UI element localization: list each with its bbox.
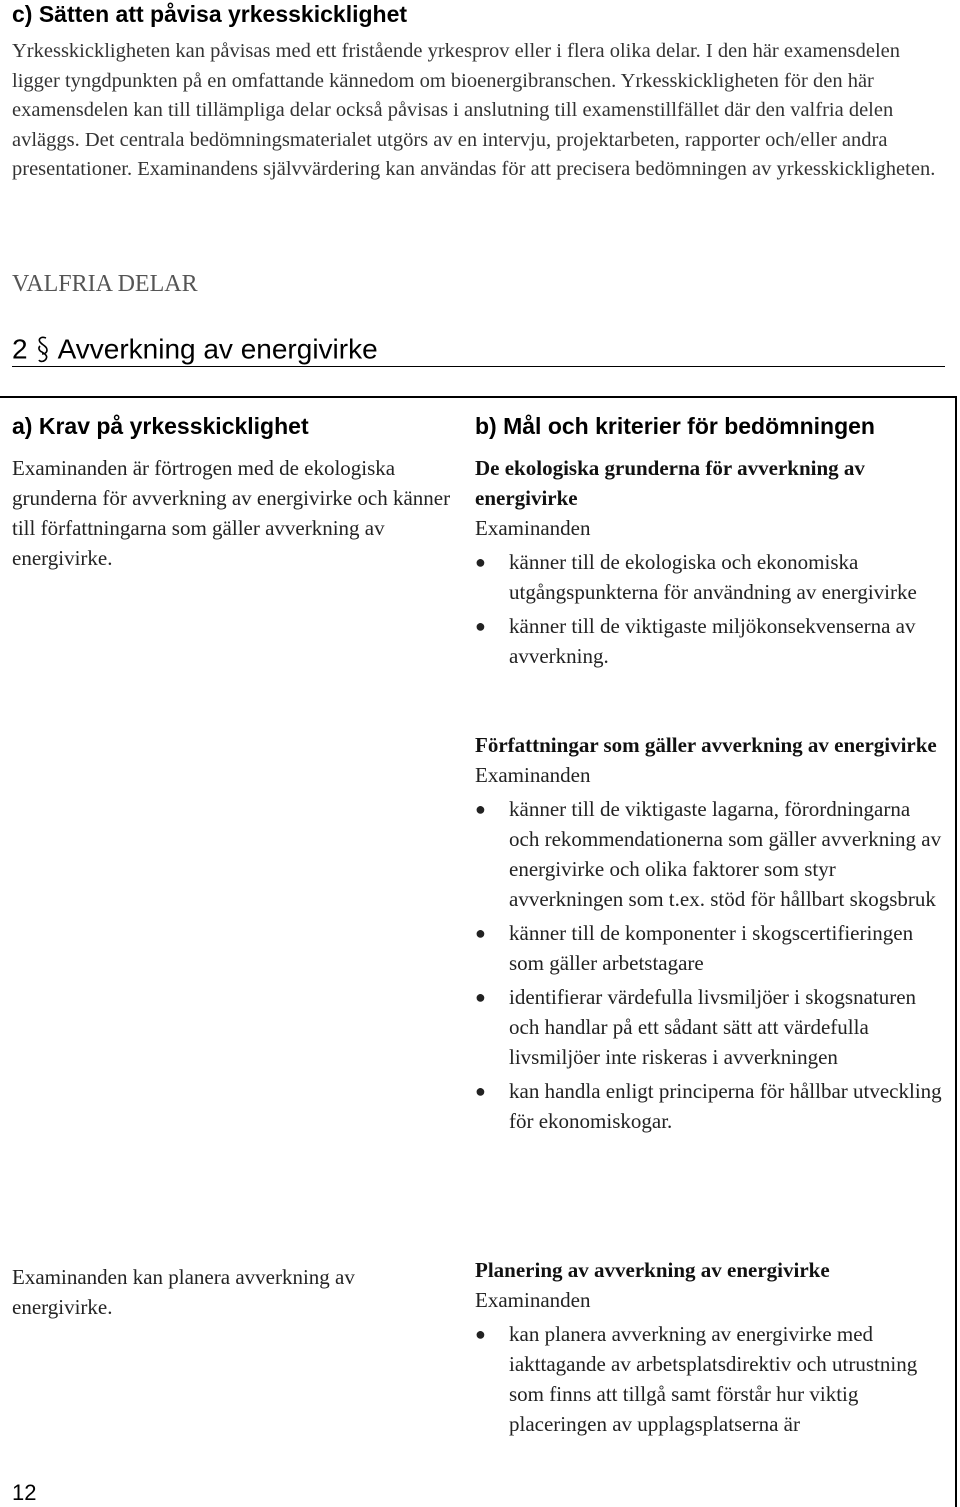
criteria-block-title: De ekologiska grunderna för avverkning av energivirke xyxy=(475,456,865,510)
list-item xyxy=(475,1319,945,1439)
requirement-text: Examinanden är förtrogen med de ekologiska grunderna för avverkning av energivirke och känner till författningarna som gäller avverkning av energivirke. xyxy=(12,456,451,570)
list-item xyxy=(475,918,945,978)
bullet-dot-icon: ● xyxy=(475,616,486,636)
page-number: 12 xyxy=(12,1480,37,1505)
optional-parts-label: VALFRIA DELAR xyxy=(12,271,198,297)
criteria-block-subject: Examinanden xyxy=(475,763,591,787)
bullet-dot-icon: ● xyxy=(475,987,486,1007)
list-item xyxy=(475,611,945,671)
criteria-list xyxy=(475,794,945,1136)
bullet-dot-icon: ● xyxy=(475,1324,486,1344)
bullet-dot-icon: ● xyxy=(475,923,486,943)
part-name: Avverkning av energivirke xyxy=(57,333,378,365)
list-item-text: känner till de ekologiska och ekonomiska utgångspunkterna för användning av energivirke xyxy=(509,550,917,604)
list-item xyxy=(475,982,945,1072)
criteria-column-heading: b) Mål och kriterier för bedömningen xyxy=(475,413,875,439)
requirement-text: Examinanden kan planera avverkning av energivirke. xyxy=(12,1265,355,1319)
criteria-block-subject: Examinanden xyxy=(475,1288,591,1312)
part-title xyxy=(12,330,378,368)
title-divider xyxy=(12,366,945,367)
list-item xyxy=(475,547,945,607)
list-item-text: kan handla enligt principerna för hållbar utveckling för ekonomiskogar. xyxy=(509,1079,942,1133)
list-item xyxy=(475,1076,945,1136)
list-item-text: kan planera avverkning av energivirke med iakttagande av arbetsplatsdirektiv och utrustning som finns att tillgå samt förstår hur viktig placeringen av upplagsplatserna är xyxy=(509,1322,918,1436)
criteria-block-subject: Examinanden xyxy=(475,516,591,540)
criteria-list xyxy=(475,547,945,671)
list-item-text: känner till de viktigaste miljökonsekvenserna av avverkning. xyxy=(509,614,916,668)
list-item xyxy=(475,794,945,914)
criteria-block-title: Planering av avverkning av energivirke xyxy=(475,1258,830,1282)
bullet-dot-icon: ● xyxy=(475,552,486,572)
requirements-column-heading: a) Krav på yrkesskicklighet xyxy=(12,413,309,439)
bullet-dot-icon: ● xyxy=(475,799,486,819)
list-item-text: känner till de komponenter i skogscertifieringen som gäller arbetstagare xyxy=(509,921,914,975)
criteria-block-regulations xyxy=(475,730,945,1140)
list-item-text: känner till de viktigaste lagarna, förordningarna och rekommendationerna som gäller avverkning av energivirke och olika faktorer som styr avverkningen som t.ex. stöd för hållbart skogsbruk xyxy=(509,797,942,911)
bullet-dot-icon: ● xyxy=(475,1081,486,1101)
criteria-block-ecology xyxy=(475,453,945,675)
section-heading: c) Sätten att påvisa yrkesskicklighet xyxy=(12,1,408,27)
intro-paragraph: Yrkesskickligheten kan påvisas med ett fristående yrkesprov eller i flera olika delar. I den här examensdelen ligger tyngdpunkten på en omfattande kännedom om bioenergibranschen. Yrkesskickligheten för den här examensdelen kan till tillämpliga delar också påvisas i anslutning till examenstillfället där den valfria delen avläggs. Det centrala bedömningsmaterialet utgörs av en intervju, projektarbeten, rapporter och/eller andra presentationer. Examinandens självvärdering kan användas för att precisera bedömningen av yrkesskickligheten. xyxy=(12,40,936,180)
criteria-block-planning xyxy=(475,1255,945,1443)
part-number: 2 xyxy=(12,333,28,365)
criteria-list xyxy=(475,1319,945,1439)
criteria-block-title: Författningar som gäller avverkning av energivirke xyxy=(475,733,937,757)
section-sign-icon xyxy=(36,335,50,365)
list-item-text: identifierar värdefulla livsmiljöer i skogsnaturen och handlar på ett sådant sätt att värdefulla livsmiljöer inte riskeras i avverkningen xyxy=(509,985,917,1069)
